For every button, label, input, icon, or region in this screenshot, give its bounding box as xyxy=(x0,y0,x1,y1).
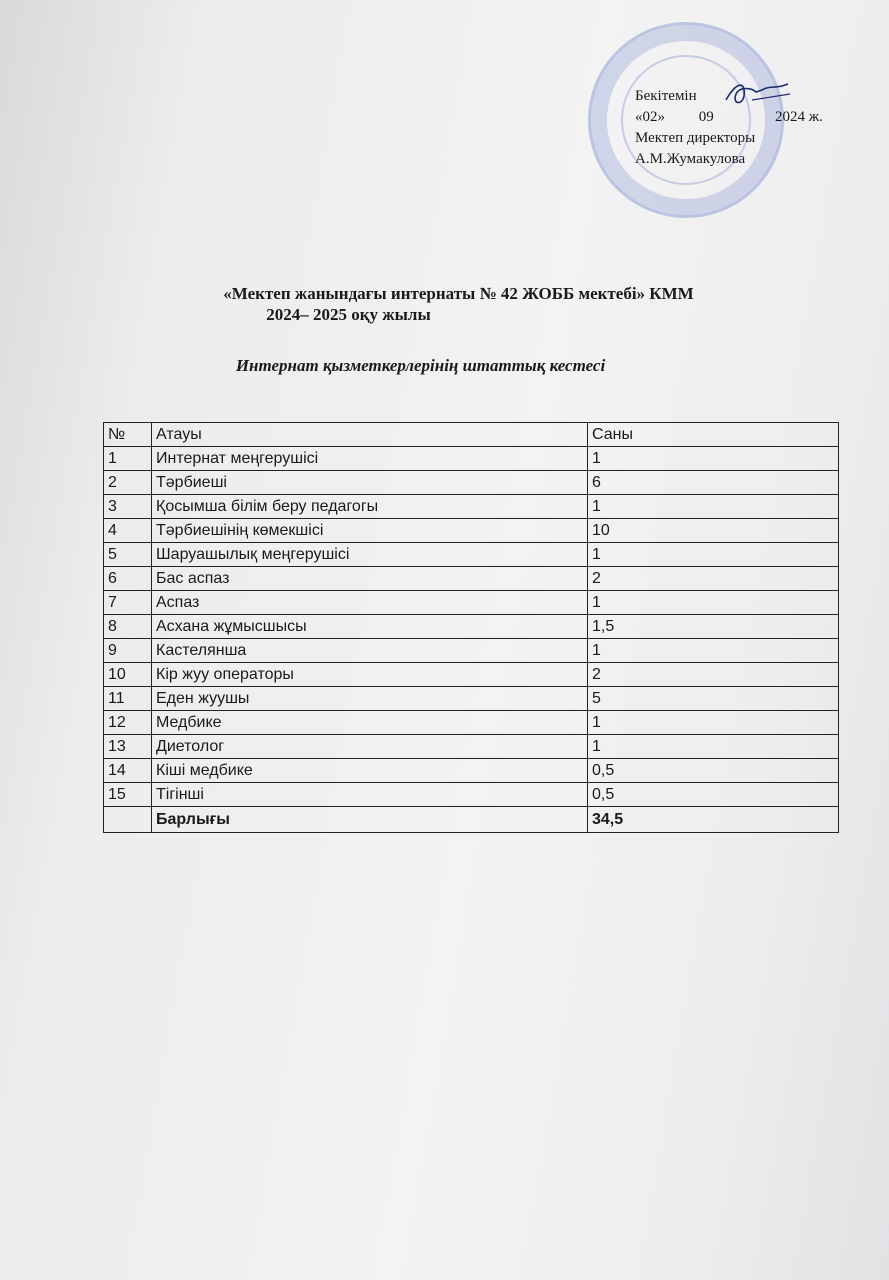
table-row xyxy=(104,687,839,711)
row-count: 5 xyxy=(588,687,839,711)
row-name: Шаруашылық меңгерушісі xyxy=(152,543,588,567)
table-row xyxy=(104,711,839,735)
table-row xyxy=(104,663,839,687)
approval-label: Бекітемін xyxy=(635,88,697,104)
row-name: Тәрбиеші xyxy=(152,471,588,495)
total-label: Барлығы xyxy=(152,807,588,833)
row-name: Қосымша білім беру педагогы xyxy=(152,495,588,519)
staff-schedule-heading: Интернат қызметкерлерінің штаттық кестесі xyxy=(235,356,606,375)
row-count: 1 xyxy=(588,543,839,567)
row-name: Медбике xyxy=(152,711,588,735)
row-name: Кастелянша xyxy=(152,639,588,663)
table-row xyxy=(104,543,839,567)
row-number: 13 xyxy=(104,735,152,759)
row-count: 1 xyxy=(588,639,839,663)
approval-year: 2024 ж. xyxy=(775,109,823,125)
table-row xyxy=(104,759,839,783)
header-number: № xyxy=(104,423,152,447)
row-name: Диетолог xyxy=(152,735,588,759)
row-count: 0,5 xyxy=(588,783,839,807)
row-count: 1 xyxy=(588,495,839,519)
row-count: 0,5 xyxy=(588,759,839,783)
row-number: 9 xyxy=(104,639,152,663)
table-row xyxy=(104,471,839,495)
row-number: 1 xyxy=(104,447,152,471)
row-number: 12 xyxy=(104,711,152,735)
table-row xyxy=(104,639,839,663)
table-row xyxy=(104,591,839,615)
row-number: 6 xyxy=(104,567,152,591)
table-header-row xyxy=(104,423,839,447)
total-number-cell xyxy=(104,807,152,833)
total-value: 34,5 xyxy=(588,807,839,833)
row-name: Кір жуу операторы xyxy=(152,663,588,687)
header-name: Атауы xyxy=(152,423,588,447)
director-name: А.М.Жумакулова xyxy=(635,151,746,167)
row-number: 10 xyxy=(104,663,152,687)
table-row xyxy=(104,615,839,639)
row-count: 1 xyxy=(588,735,839,759)
approval-date-day: «02» xyxy=(635,109,665,125)
table-row xyxy=(104,447,839,471)
row-name: Бас аспаз xyxy=(152,567,588,591)
row-number: 5 xyxy=(104,543,152,567)
row-name: Интернат меңгерушісі xyxy=(152,447,588,471)
row-number: 2 xyxy=(104,471,152,495)
row-count: 1,5 xyxy=(588,615,839,639)
table-row xyxy=(104,735,839,759)
row-name: Тәрбиешінің көмекшісі xyxy=(152,519,588,543)
staff-table xyxy=(103,422,839,833)
row-number: 7 xyxy=(104,591,152,615)
row-name: Асхана жұмысшысы xyxy=(152,615,588,639)
row-count: 10 xyxy=(588,519,839,543)
director-signature xyxy=(722,76,792,110)
row-number: 4 xyxy=(104,519,152,543)
row-number: 14 xyxy=(104,759,152,783)
row-number: 11 xyxy=(104,687,152,711)
director-position: Мектеп директоры xyxy=(635,130,756,146)
table-row xyxy=(104,519,839,543)
row-count: 1 xyxy=(588,447,839,471)
approval-date-month: 09 xyxy=(698,109,714,125)
row-name: Тігінші xyxy=(152,783,588,807)
row-count: 2 xyxy=(588,567,839,591)
row-name: Еден жуушы xyxy=(152,687,588,711)
row-number: 15 xyxy=(104,783,152,807)
academic-year: 2024– 2025 оқу жылы xyxy=(266,305,431,324)
table-row xyxy=(104,495,839,519)
row-number: 8 xyxy=(104,615,152,639)
row-count: 1 xyxy=(588,711,839,735)
table-row xyxy=(104,567,839,591)
organization-title: «Мектеп жанындағы интернаты № 42 ЖОББ мектебі» КММ xyxy=(223,284,694,303)
row-count: 2 xyxy=(588,663,839,687)
row-name: Аспаз xyxy=(152,591,588,615)
approval-date xyxy=(635,107,823,128)
header-count: Саны xyxy=(588,423,839,447)
row-count: 1 xyxy=(588,591,839,615)
row-number: 3 xyxy=(104,495,152,519)
table-total-row xyxy=(104,807,839,833)
table-row xyxy=(104,783,839,807)
row-count: 6 xyxy=(588,471,839,495)
row-name: Кіші медбике xyxy=(152,759,588,783)
